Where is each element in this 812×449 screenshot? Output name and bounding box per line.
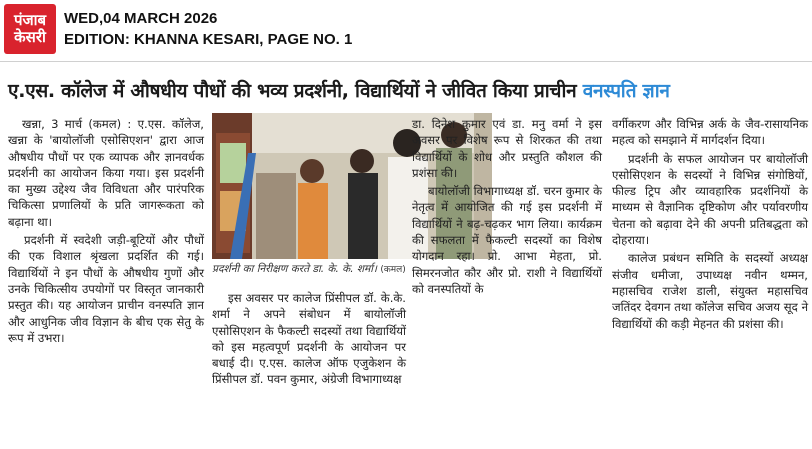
- article-column-2: [212, 290, 406, 388]
- article-column-4: [612, 116, 808, 332]
- logo-line-1: पंजाब: [13, 11, 47, 29]
- paragraph: वर्गीकरण और विभिन्न अर्क के जैव-रासायनिक महत्व को समझाने में मार्गदर्शन दिया।: [612, 117, 808, 148]
- caption-text: प्रदर्शनी का निरीक्षण करते डा. के. के. शर्मा।: [212, 263, 378, 275]
- paragraph: खन्ना, 3 मार्च (कमल) : ए.एस. कॉलेज, खन्ना के 'बायोलॉजी एसोसिएशन' द्वारा आज औषधीय पौधों पर एक व्यापक और ज्ञानवर्धक प्रदर्शनी का आयोजन किया गया। इस प्रदर्शनी का मुख्य उद्देश्य जैव विविधता और पारंपरिक चिकित्सा प्रणालियों के प्रति जागरूकता को बढ़ाना था।: [8, 117, 204, 229]
- paragraph: कालेज प्रबंधन समिति के सदस्यों अध्यक्ष संजीव धमीजा, उपाध्यक्ष नवीन थम्मन, महासचिव राजेश डाली, संयुक्त महासचिव जतिंदर देवगन तथा कॉलेज सचिव अजय सूद ने विद्यार्थियों की कड़ी मेहनत की प्रशंसा की।: [612, 251, 808, 331]
- header-rule: [0, 61, 812, 62]
- publication-logo: [4, 4, 56, 54]
- article-column-1: [8, 116, 204, 346]
- headline-highlight: वनस्पति ज्ञान: [582, 80, 670, 102]
- article-headline: [8, 78, 808, 104]
- logo-line-2: केसरी: [14, 28, 46, 46]
- paragraph: बायोलॉजी विभागाध्यक्ष डॉ. चरन कुमार के नेतृत्व में आयोजित की गई इस प्रदर्शनी में विद्यार्थियों ने बढ़-चढ़कर भाग लिया। कार्यक्रम की सफलता में फैकल्टी सदस्यों का विशेष योगदान रहा। प्रो. आभा मेहता, प्रो. सिमरनजोत कौर और प्रो. राशी ने विद्यार्थियों को वनस्पतियों के: [412, 184, 602, 296]
- edition-info: EDITION: KHANNA KESARI, PAGE NO. 1: [64, 31, 353, 48]
- paragraph: इस अवसर पर कालेज प्रिंसीपल डॉ. के.के. शर्मा ने अपने संबोधन में बायोलॉजी एसोसिएशन के फैकल्टी सदस्यों तथा विद्यार्थियों को इस महत्वपूर्ण प्रदर्शनी के आयोजन पर बधाई दी। ए.एस. कालेज ऑफ एजुकेशन के प्रिंसीपल डॉ. पवन कुमार, अंग्रेजी विभागाध्यक्ष: [212, 291, 406, 387]
- photo-credit: (कमल): [380, 265, 406, 275]
- paragraph: डा. दिनेश कुमार एवं डा. मनु वर्मा ने इस अवसर पर विशेष रूप से शिरकत की तथा विद्यार्थियों के शोध और प्रस्तुति कौशल की प्रशंसा की।: [412, 117, 602, 180]
- paragraph: प्रदर्शनी के सफल आयोजन पर बायोलॉजी एसोसिएशन के सदस्यों ने विभिन्न संगोष्ठियों, फील्ड ट्रिप और व्यावहारिक प्रदर्शनियों के माध्यम से वैज्ञानिक दृष्टिकोण और पर्यावरणीय चेतना को बढ़ावा देने की अपनी प्रतिबद्धता को दोहराया।: [612, 151, 808, 248]
- headline-main: ए.एस. कॉलेज में औषधीय पौधों की भव्य प्रदर्शनी, विद्यार्थियों ने जीवित किया प्राचीन: [8, 80, 583, 102]
- publication-date: WED,04 MARCH 2026: [64, 10, 218, 27]
- article-column-3: [412, 116, 602, 297]
- edition-meta: [64, 8, 352, 50]
- paragraph: प्रदर्शनी में स्वदेशी जड़ी-बूटियों और पौधों की एक विशाल श्रृंखला प्रदर्शित की गई। विद्यार्थियों ने इन पौधों के औषधीय गुणों और उनके चिकित्सीय उपयोगों पर विस्तृत जानकारी प्रस्तुत की। यह आयोजन प्राचीन वनस्पति ज्ञान और आधुनिक जीव विज्ञान के बीच एक सेतु के रूप में उभरा।: [8, 233, 204, 345]
